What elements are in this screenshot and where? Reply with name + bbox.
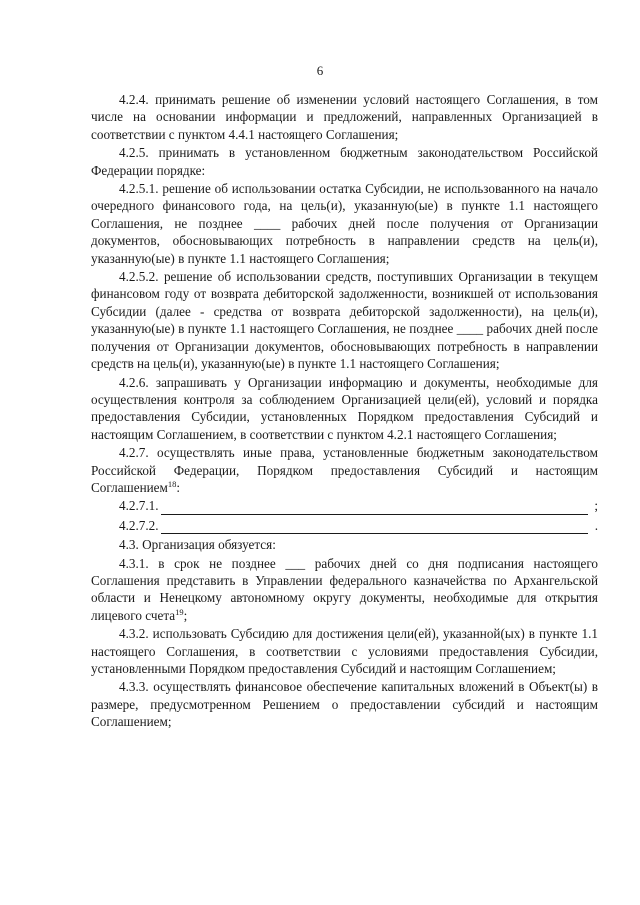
clause-4-3-3: 4.3.3. осуществлять финансовое обеспечение капитальных вложений в Объект(ы) в размере, предусмотренном Решением о предоставлении субсидий и настоящим Соглашением;: [91, 679, 598, 730]
clause-4-3-1-tail: ;: [183, 607, 188, 623]
clause-4-2-7-2: [91, 517, 598, 534]
footnote-ref-18: 18: [167, 478, 177, 489]
fill-line: [161, 501, 588, 515]
fill-end: ;: [594, 498, 598, 514]
clause-4-2-6: 4.2.6. запрашивать у Организации информацию и документы, необходимые для осуществления контроля за соблюдением Организацией цели(ей), условий и порядка предоставления Субсидии, установленных Порядком предоставления Субсидий и настоящим Соглашением, в соответствии с пунктом 4.2.1 настоящего Соглашения;: [91, 374, 598, 442]
clause-4-2-5-1: 4.2.5.1. решение об использовании остатка Субсидии, не использованного на начало очередного финансового года, на цель(и), указанную(ые) в пункте 1.1 настоящего Соглашения, не позднее ____ рабочих дней после получения от Организации документов, обосновывающих потребность в направлении средств на цель(и), указанную(ые) в пункте 1.1 настоящего Соглашения;: [91, 181, 598, 266]
clause-4-3-1-text: 4.3.1. в срок не позднее ___ рабочих дней со дня подписания настоящего Соглашения представить в Управлении федерального казначейства по Архангельской области и Ненецкому автономному округу документы, необходимые для открытия лицевого счета: [91, 555, 598, 623]
clause-4-3-2: 4.3.2. использовать Субсидию для достижения цели(ей), указанной(ых) в пункте 1.1 настоящего Соглашения, в соответствии с условиями предоставления Субсидии, установленными Порядком предоставления Субсидий и настоящим Соглашением;: [91, 626, 598, 676]
clause-4-2-7-1: [91, 497, 598, 514]
clause-4-2-4: 4.2.4. принимать решение об изменении условий настоящего Соглашения, в том числе на основании информации и предложений, направленных Организацией в соответствии с пунктом 4.4.1 настоящего Соглашения;: [91, 92, 598, 142]
clause-4-2-5-2: 4.2.5.2. решение об использовании средств, поступивших Организации в текущем финансовом году от возврата дебиторской задолженности, возникшей от использования Субсидии (далее - средства от возврата дебиторской задолженности), на цель(и), указанную(ые) в пункте 1.1 настоящего Соглашения, не позднее ____ рабочих дней после получения от Организации документов, обосновывающих потребность в направлении средств на цель(и), указанную(ые) в пункте 1.1 настоящего Соглашения;: [91, 269, 598, 372]
clause-4-3: 4.3. Организация обязуется:: [119, 537, 276, 553]
page-number: 6: [316, 63, 324, 78]
clause-4-2-7-text: 4.2.7. осуществлять иные права, установленные бюджетным законодательством Российской Федерации, Порядком предоставления Субсидий и настоящим Соглашением: [91, 445, 598, 495]
fill-end: .: [594, 517, 598, 533]
fill-label-4-2-7-2: 4.2.7.2.: [119, 517, 159, 533]
footnote-ref-19: 19: [175, 606, 184, 617]
fill-line: [161, 520, 588, 534]
clause-4-3-1: [91, 555, 598, 625]
document-body: [91, 91, 598, 732]
fill-label-4-2-7-1: 4.2.7.1.: [119, 498, 159, 514]
clause-4-2-7: [91, 444, 598, 496]
clause-4-2-5: 4.2.5. принимать в установленном бюджетным законодательством Российской Федерации порядке:: [91, 145, 598, 178]
clause-4-2-7-tail: :: [176, 479, 181, 495]
